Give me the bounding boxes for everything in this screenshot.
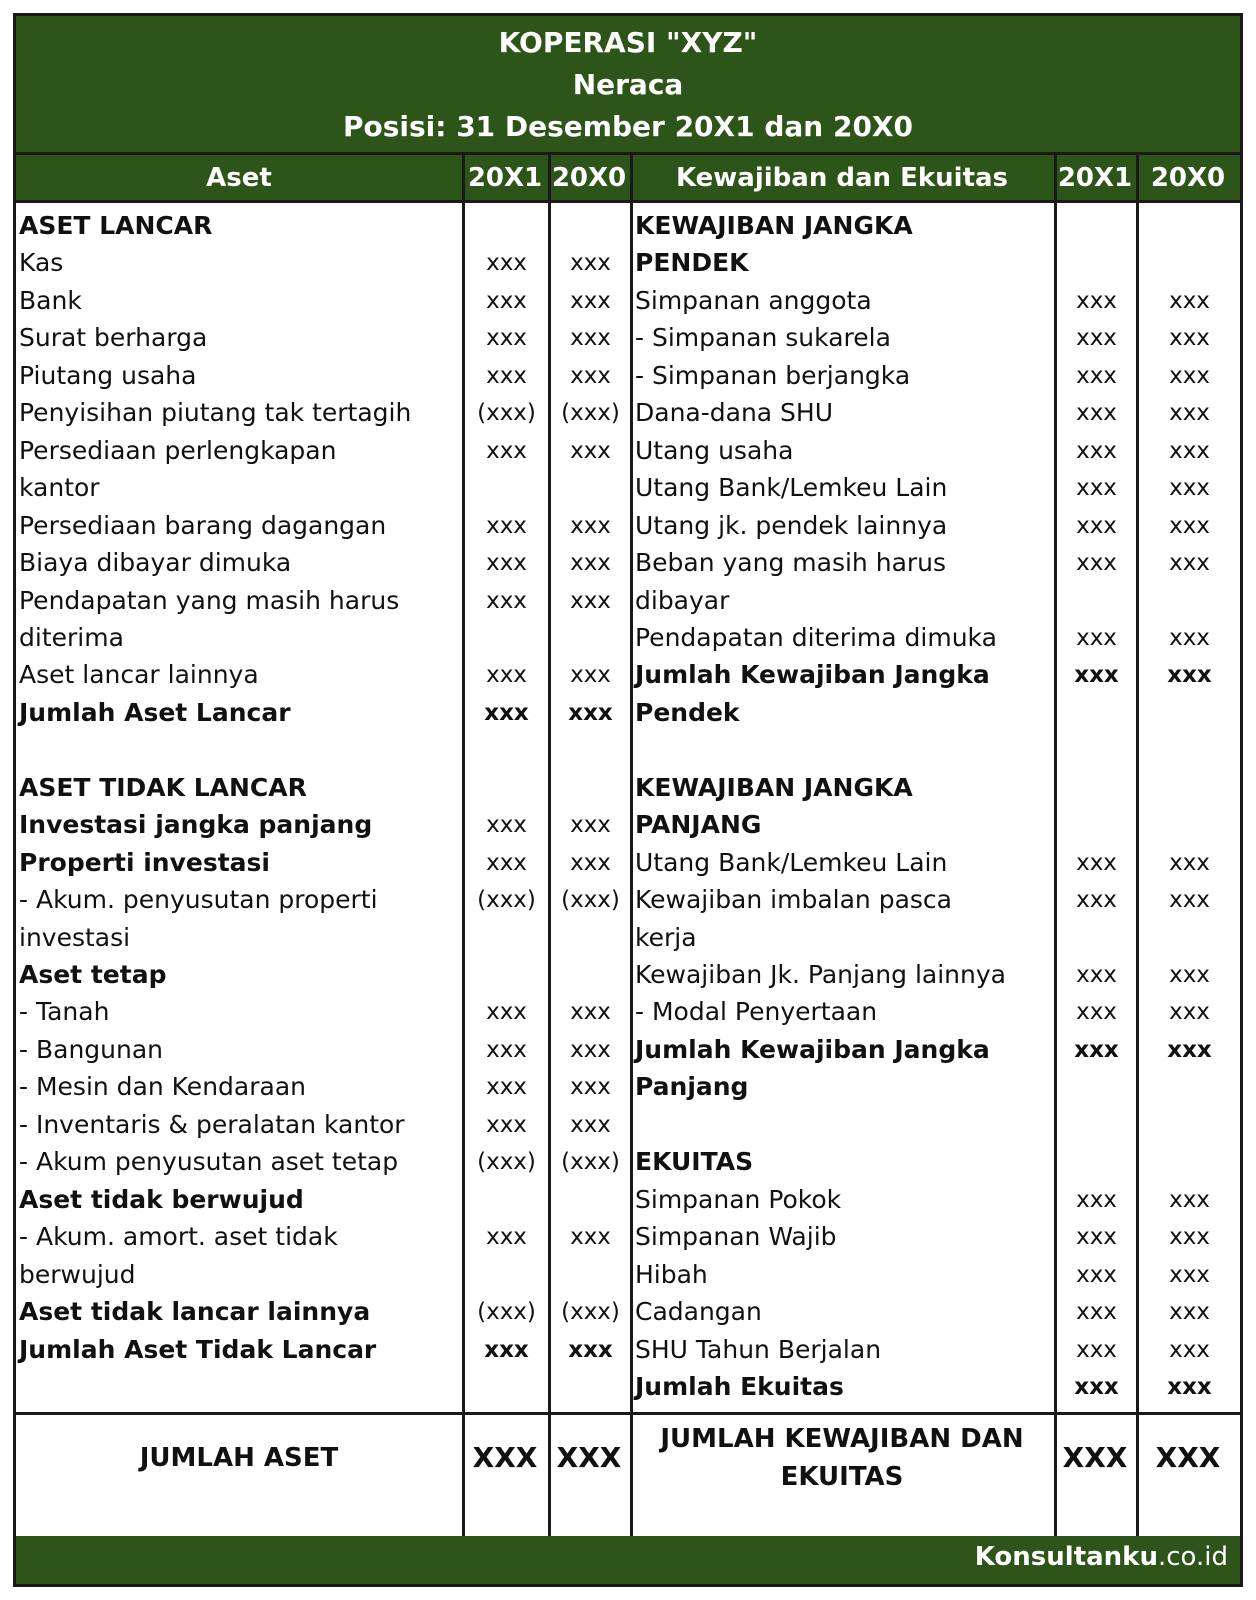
kewajiban-row-value-20x1: xxx	[1076, 475, 1117, 502]
kewajiban-row-value-20x1: xxx	[1076, 1186, 1117, 1213]
aset-row-value-20x1: xxx	[486, 1036, 527, 1063]
kewajiban-row-value-20x0: xxx	[1169, 999, 1210, 1026]
header-aset-20x1: 20X1	[462, 155, 548, 203]
aset-row-value-20x1: xxx	[486, 587, 527, 614]
kewajiban-row-value-20x1: xxx	[1076, 400, 1117, 427]
aset-row-label: ASET TIDAK LANCAR	[19, 772, 307, 802]
aset-row-value-20x1: xxx	[486, 512, 527, 539]
kewajiban-row-value-20x0: xxx	[1169, 887, 1210, 914]
aset-row-label: - Mesin dan Kendaraan	[19, 1072, 306, 1102]
aset-row-value-20x0: xxx	[570, 587, 611, 614]
kewajiban-row-value-20x1: xxx	[1076, 512, 1117, 539]
aset-row-value-20x0: xxx	[570, 362, 611, 389]
kewajiban-row-label: Simpanan Wajib	[635, 1222, 837, 1252]
aset-row-value-20x0: xxx	[570, 662, 611, 689]
kewajiban-row-label: Dana-dana SHU	[635, 398, 834, 428]
kewajiban-row-label: Jumlah Kewajiban Jangka	[635, 1034, 990, 1064]
kewajiban-row-label: Simpanan anggota	[635, 285, 872, 315]
aset-row-label: Bank	[19, 285, 82, 315]
kewajiban-row-label: Utang usaha	[635, 435, 794, 465]
kewajiban-row-label: Utang Bank/Lemkeu Lain	[635, 847, 948, 877]
aset-row-label: - Akum. penyusutan properti	[19, 885, 378, 915]
aset-row-label: kantor	[19, 473, 100, 503]
report-title: Neraca	[572, 68, 684, 101]
aset-row-label: Pendapatan yang masih harus	[19, 585, 400, 615]
kewajiban-row-label: Pendapatan diterima dimuka	[635, 622, 997, 652]
kewajiban-row-value-20x1: xxx	[1076, 1299, 1117, 1326]
brand-domain: .co.id	[1157, 1542, 1228, 1572]
aset-row-value-20x1: (xxx)	[477, 400, 536, 427]
total-kewajiban-20x0: XXX	[1155, 1441, 1221, 1474]
aset-row-value-20x1: xxx	[486, 1224, 527, 1251]
aset-row-label: Piutang usaha	[19, 360, 197, 390]
kewajiban-row-value-20x1: xxx	[1076, 849, 1117, 876]
kewajiban-row-label: - Simpanan berjangka	[635, 360, 911, 390]
kewajiban-row-label: Beban yang masih harus	[635, 548, 947, 578]
aset-row-label: Biaya dibayar dimuka	[19, 548, 292, 578]
kewajiban-row-value-20x0: xxx	[1167, 662, 1212, 689]
kewajiban-row-label: - Simpanan sukarela	[635, 323, 891, 353]
aset-row-value-20x1: xxx	[486, 437, 527, 464]
aset-row-label: Jumlah Aset Tidak Lancar	[19, 1334, 377, 1364]
aset-row-label: ASET LANCAR	[19, 211, 213, 240]
aset-row-value-20x0: (xxx)	[561, 400, 620, 427]
aset-row-label: Kas	[19, 248, 64, 278]
kewajiban-row-value-20x1: xxx	[1076, 624, 1117, 651]
kewajiban-row-label: Hibah	[635, 1259, 708, 1289]
total-kewajiban-label	[630, 1415, 1054, 1501]
aset-row-value-20x1: xxx	[484, 699, 529, 726]
kewajiban-row-value-20x0: xxx	[1167, 1373, 1212, 1400]
total-kewajiban-label-line1: JUMLAH KEWAJIBAN DAN	[660, 1424, 1024, 1454]
aset-row-value-20x1: xxx	[486, 999, 527, 1026]
kewajiban-row-label: KEWAJIBAN JANGKA	[635, 211, 913, 240]
kewajiban-row-value-20x1: xxx	[1076, 550, 1117, 577]
kewajiban-row-value-20x0: xxx	[1169, 624, 1210, 651]
kewajiban-row-value-20x1: xxx	[1076, 287, 1117, 314]
kewajiban-row-value-20x0: xxx	[1169, 1336, 1210, 1363]
aset-row-value-20x0: (xxx)	[561, 887, 620, 914]
aset-row-value-20x1: xxx	[486, 362, 527, 389]
total-kewajiban-20x1: XXX	[1062, 1441, 1128, 1474]
kewajiban-row-label: - Modal Penyertaan	[635, 997, 878, 1027]
kewajiban-row-label: Kewajiban imbalan pasca	[635, 885, 952, 915]
kewajiban-row-value-20x0: xxx	[1169, 1299, 1210, 1326]
kewajiban-row-label: Utang jk. pendek lainnya	[635, 510, 948, 540]
aset-row-value-20x0: (xxx)	[561, 1149, 620, 1176]
aset-row-label: Aset tidak lancar lainnya	[19, 1297, 371, 1327]
aset-row-label: Aset tetap	[19, 960, 167, 989]
aset-row-value-20x1: xxx	[486, 662, 527, 689]
aset-row-value-20x0: xxx	[570, 812, 611, 839]
header-kewajiban-20x1: 20X1	[1054, 155, 1136, 203]
kewajiban-row-value-20x0: xxx	[1169, 325, 1210, 352]
kewajiban-row-value-20x1: xxx	[1076, 962, 1117, 988]
company-name: KOPERASI "XYZ"	[498, 26, 758, 59]
aset-row-value-20x0: xxx	[570, 1074, 611, 1101]
kewajiban-row-label: dibayar	[635, 585, 730, 615]
kewajiban-row-value-20x1: xxx	[1076, 1336, 1117, 1363]
aset-row-value-20x1: (xxx)	[477, 887, 536, 914]
kewajiban-row-value-20x1: xxx	[1076, 999, 1117, 1026]
kewajiban-row-value-20x1: xxx	[1074, 1036, 1119, 1063]
aset-row-value-20x1: xxx	[486, 250, 527, 277]
kewajiban-row-label: Jumlah Ekuitas	[635, 1371, 844, 1401]
kewajiban-row-label: Panjang	[635, 1072, 749, 1102]
kewajiban-row-value-20x1: xxx	[1076, 437, 1117, 464]
kewajiban-row-value-20x0: xxx	[1169, 1261, 1210, 1288]
kewajiban-row-label: Kewajiban Jk. Panjang lainnya	[635, 960, 1006, 989]
aset-row-value-20x0: xxx	[570, 1036, 611, 1063]
header-kewajiban-20x0: 20X0	[1136, 155, 1240, 203]
balance-sheet	[13, 13, 1243, 1587]
aset-row-label: - Akum. amort. aset tidak	[19, 1222, 338, 1252]
aset-row-value-20x1: xxx	[486, 325, 527, 352]
kewajiban-row-value-20x0: xxx	[1169, 287, 1210, 314]
aset-row-label: berwujud	[19, 1259, 136, 1289]
aset-row-value-20x1: (xxx)	[477, 1149, 536, 1176]
aset-row-label: Aset tidak berwujud	[19, 1184, 304, 1214]
brand-logo-text	[975, 1542, 1228, 1572]
aset-row-value-20x1: xxx	[486, 1111, 527, 1138]
kewajiban-row-value-20x0: xxx	[1169, 962, 1210, 988]
aset-row-value-20x0: xxx	[570, 1224, 611, 1251]
aset-row-value-20x0: xxx	[570, 287, 611, 314]
kewajiban-row-value-20x0: xxx	[1169, 1186, 1210, 1213]
aset-row-value-20x0: (xxx)	[561, 1299, 620, 1326]
kewajiban-row-value-20x1: xxx	[1076, 325, 1117, 352]
aset-row-label: Surat berharga	[19, 323, 208, 353]
aset-row-label: - Inventaris & peralatan kantor	[19, 1109, 405, 1139]
aset-row-value-20x0: xxx	[570, 999, 611, 1026]
kewajiban-row-value-20x0: xxx	[1169, 1224, 1210, 1251]
column-divider	[630, 155, 633, 1549]
report-position-date: Posisi: 31 Desember 20X1 dan 20X0	[342, 110, 914, 143]
total-aset-20x1: XXX	[472, 1441, 538, 1474]
header-aset: Aset	[16, 155, 462, 203]
aset-row-value-20x0: xxx	[570, 250, 611, 277]
aset-row-value-20x0: xxx	[568, 1336, 613, 1363]
kewajiban-row-value-20x1: xxx	[1076, 887, 1117, 914]
aset-row-value-20x1: xxx	[486, 287, 527, 314]
brand-name: Konsultanku	[974, 1542, 1158, 1572]
aset-row-label: diterima	[19, 622, 124, 652]
kewajiban-row-label: KEWAJIBAN JANGKA	[635, 772, 913, 802]
aset-row-value-20x1: (xxx)	[477, 1299, 536, 1326]
footer	[16, 1536, 1240, 1584]
aset-row-label: - Akum penyusutan aset tetap	[19, 1147, 399, 1177]
aset-row-label: Investasi jangka panjang	[19, 810, 373, 840]
aset-row-value-20x1: xxx	[486, 812, 527, 839]
aset-row-label: investasi	[19, 922, 131, 952]
kewajiban-row-label: kerja	[635, 922, 697, 952]
kewajiban-row-value-20x1: xxx	[1076, 362, 1117, 389]
kewajiban-row-value-20x0: xxx	[1169, 475, 1210, 502]
title-block	[16, 16, 1240, 155]
kewajiban-row-label: EKUITAS	[635, 1147, 754, 1177]
kewajiban-row-value-20x0: xxx	[1169, 512, 1210, 539]
kewajiban-row-label: Simpanan Pokok	[635, 1184, 842, 1214]
kewajiban-row-label: SHU Tahun Berjalan	[635, 1334, 882, 1364]
header-aset-20x0: 20X0	[548, 155, 630, 203]
kewajiban-row-label: Cadangan	[635, 1297, 762, 1327]
total-aset-label: JUMLAH ASET	[139, 1443, 339, 1473]
kewajiban-row-value-20x0: xxx	[1169, 400, 1210, 427]
aset-row-value-20x1: xxx	[486, 550, 527, 577]
kewajiban-row-label: PENDEK	[635, 248, 749, 278]
aset-row-label: Persediaan perlengkapan	[19, 435, 337, 465]
aset-row-value-20x0: xxx	[568, 699, 613, 726]
aset-row-label: Aset lancar lainnya	[19, 660, 259, 690]
kewajiban-row-label: PANJANG	[635, 810, 762, 840]
kewajiban-row-value-20x1: xxx	[1076, 1261, 1117, 1288]
kewajiban-row-value-20x0: xxx	[1169, 849, 1210, 876]
header-kewajiban: Kewajiban dan Ekuitas	[630, 155, 1054, 203]
total-aset-20x0: XXX	[556, 1441, 622, 1474]
aset-row-value-20x0: xxx	[570, 512, 611, 539]
kewajiban-row-value-20x1: xxx	[1074, 1373, 1119, 1400]
kewajiban-row-label: Pendek	[635, 697, 740, 727]
aset-row-label: Penyisihan piutang tak tertagih	[19, 398, 412, 428]
aset-row-label: - Bangunan	[19, 1034, 164, 1064]
kewajiban-row-value-20x0: xxx	[1169, 362, 1210, 389]
aset-row-value-20x0: xxx	[570, 849, 611, 876]
aset-row-value-20x1: xxx	[486, 1074, 527, 1101]
aset-row-label: Properti investasi	[19, 847, 271, 877]
kewajiban-row-value-20x0: xxx	[1167, 1036, 1212, 1063]
aset-row-value-20x1: xxx	[484, 1336, 529, 1363]
kewajiban-row-label: Utang Bank/Lemkeu Lain	[635, 473, 948, 503]
aset-row-label: Jumlah Aset Lancar	[19, 697, 291, 727]
kewajiban-row-value-20x0: xxx	[1169, 437, 1210, 464]
kewajiban-row-label: Jumlah Kewajiban Jangka	[635, 660, 990, 690]
aset-row-label: Persediaan barang dagangan	[19, 510, 387, 540]
aset-row-value-20x0: xxx	[570, 550, 611, 577]
aset-row-value-20x1: xxx	[486, 849, 527, 876]
kewajiban-row-value-20x1: xxx	[1076, 1224, 1117, 1251]
kewajiban-row-value-20x0: xxx	[1169, 550, 1210, 577]
kewajiban-row-value-20x1: xxx	[1074, 662, 1119, 689]
aset-row-value-20x0: xxx	[570, 437, 611, 464]
aset-row-value-20x0: xxx	[570, 325, 611, 352]
aset-row-label: - Tanah	[19, 997, 110, 1027]
aset-row-value-20x0: xxx	[570, 1111, 611, 1138]
total-kewajiban-label-line2: EKUITAS	[780, 1462, 904, 1492]
